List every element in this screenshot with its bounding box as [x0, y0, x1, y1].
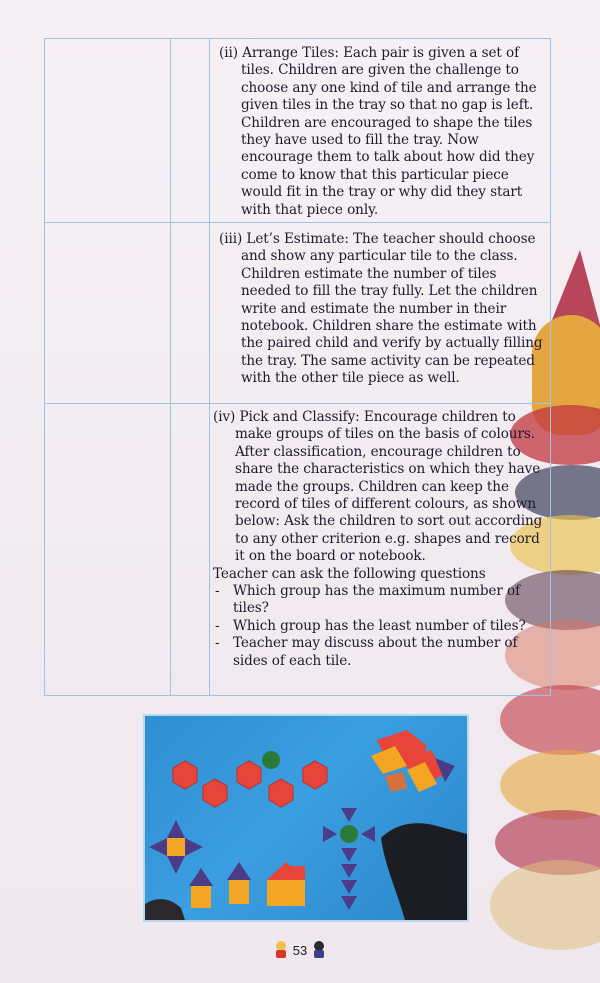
activity-table [44, 38, 551, 696]
section-number: (ii) [219, 45, 238, 61]
tiles-photo [143, 714, 469, 922]
section-text: Arrange Tiles: Each pair is given a set of tiles. Children are given the challenge to choose any one kind of tile and arrange the given tiles in the tray so that no gap is left. Children are encouraged to shape the tiles they have used to fill the tray. Now encourage them to talk about how did they come to know that this particular piece would fit in the tray or why did they start with that piece only. [241, 45, 537, 218]
list-item: - Which group has the maximum number of tiles? [215, 583, 521, 617]
section-paragraph [219, 45, 545, 219]
list-item: - Which group has the least number of tiles? [215, 617, 526, 634]
child-hand-shape [145, 899, 185, 920]
cartoon-girl-icon [309, 940, 329, 960]
star-tile-arrangement [149, 820, 203, 874]
page-footer [0, 940, 600, 960]
section-number: (iii) [219, 231, 243, 247]
hexagon-tile [173, 761, 197, 789]
table-column-divider [170, 39, 171, 695]
table-row-divider [45, 403, 550, 404]
cartoon-boy-icon [271, 940, 291, 960]
house-tile-arrangements [189, 862, 305, 908]
red-hexagon-tiles [173, 761, 327, 807]
section-paragraph [219, 231, 545, 388]
activity-section-pick-and-classify [213, 409, 547, 670]
table-column-divider [209, 39, 210, 695]
hexagon-tile [203, 779, 227, 807]
toy-ring [490, 860, 600, 950]
questions-list [213, 583, 547, 670]
hexagon-tile [269, 779, 293, 807]
activity-section-arrange-tiles [219, 45, 545, 219]
hexagon-tile [237, 761, 261, 789]
section-number: (iv) [213, 409, 236, 425]
questions-intro: Teacher can ask the following questions [213, 565, 486, 582]
section-paragraph [213, 409, 547, 566]
question-text: Which group has the maximum number of tiles? [233, 583, 521, 617]
section-text: Let’s Estimate: The teacher should choose and show any particular tile to the class. Children estimate the number of tiles needed to fill the tray fully. Let the children write and estimate the number in their notebook. Children share the estimate with the paired child and verify by actually filling the tray. The same activity can be repeated with the other tile piece as well. [241, 231, 543, 387]
activity-section-lets-estimate [219, 231, 545, 388]
tiles-illustration [145, 716, 467, 920]
list-item: - Teacher may discuss about the number of sides of each tile. [215, 635, 518, 669]
hexagon-tile [303, 761, 327, 789]
child-hand-shape [381, 823, 467, 920]
question-text: Which group has the least number of tiles? [233, 617, 526, 634]
table-row-divider [45, 222, 550, 223]
triangle-column-arrangement [323, 808, 375, 910]
section-text: Pick and Classify: Encourage children to make groups of tiles on the basis of colours. After classification, encourage children to share the characteristics on which they have made the groups. Children can keep the record of tiles of different colours, as shown below: Ask the children to sort out according to any other criterion e.g. shapes and record it on the board or notebook. [235, 409, 543, 565]
green-circle-tile [262, 751, 280, 769]
page-number: 53 [292, 942, 308, 958]
tile-pile [371, 730, 455, 792]
question-text: Teacher may discuss about the number of sides of each tile. [233, 635, 518, 669]
